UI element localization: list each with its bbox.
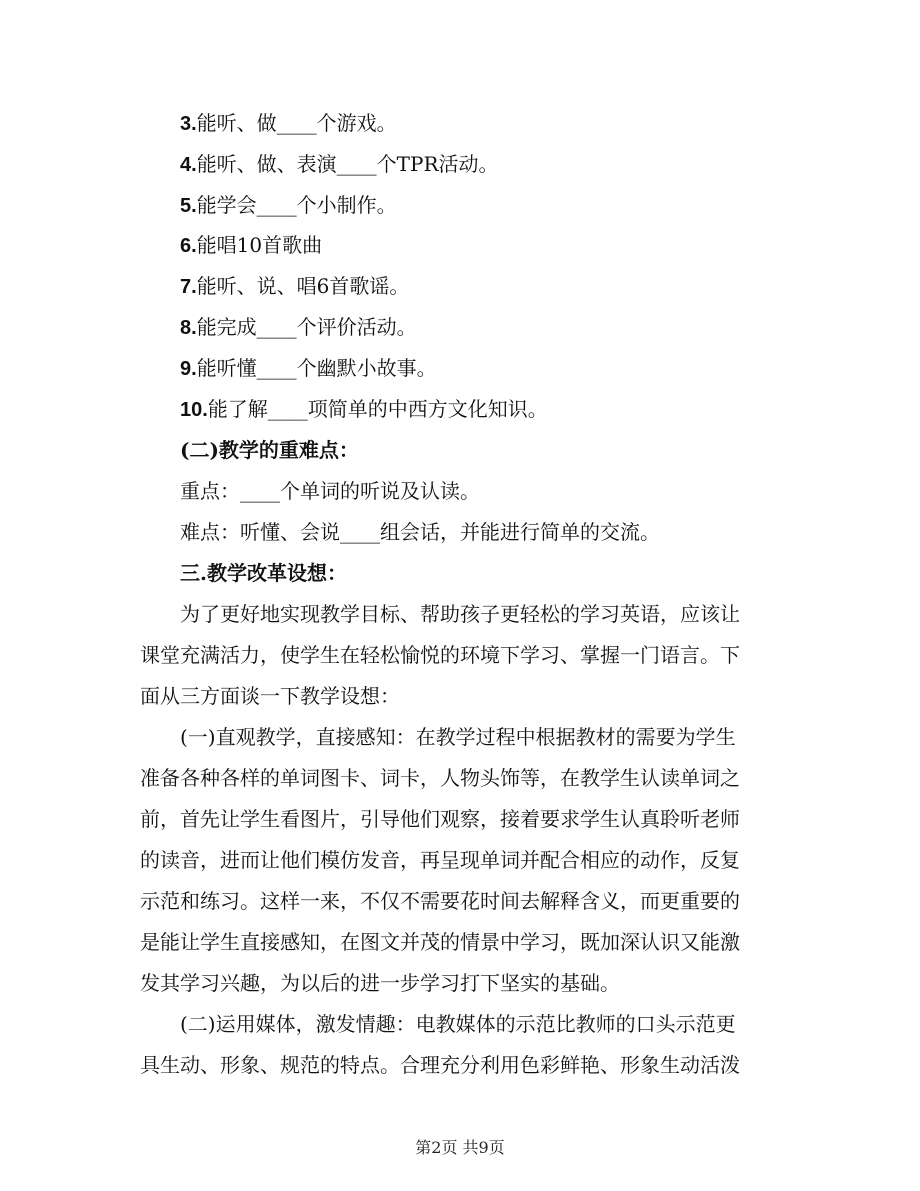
list-number: 3. bbox=[180, 113, 197, 135]
section-heading-reform: 三.教学改革设想： bbox=[180, 561, 347, 585]
paragraph-line: 课堂充满活力，使学生在轻松愉悦的环境下学习、掌握一门语言。下 bbox=[140, 643, 740, 667]
list-text: 能了解____项简单的中西方文化知识。 bbox=[207, 397, 548, 421]
paragraph-line: 前，首先让学生看图片，引导他们观察，接着要求学生认真聆听老师 bbox=[140, 807, 740, 831]
list-text: 能完成____个评价活动。 bbox=[196, 315, 417, 339]
list-number: 6. bbox=[180, 235, 197, 257]
page-number-footer: 第2页 共9页 bbox=[415, 1138, 505, 1157]
paragraph-line: 示范和练习。这样一来，不仅不需要花时间去解释含义，而更重要的 bbox=[140, 889, 740, 913]
list-item bbox=[180, 191, 397, 220]
difficult-point-text: 难点：听懂、会说____组会话，并能进行简单的交流。 bbox=[180, 520, 660, 544]
paragraph-line: 发其学习兴趣，为以后的进一步学习打下坚实的基础。 bbox=[140, 971, 620, 995]
paragraph-line: (一)直观教学，直接感知：在教学过程中根据教材的需要为学生 bbox=[180, 725, 736, 749]
list-text: 能听、说、唱6首歌谣。 bbox=[196, 274, 410, 298]
list-item bbox=[180, 313, 417, 342]
paragraph-line: 具生动、形象、规范的特点。合理充分利用色彩鲜艳、形象生动活泼 bbox=[140, 1053, 740, 1077]
list-number: 9. bbox=[180, 358, 197, 380]
list-text: 能学会____个小制作。 bbox=[196, 193, 397, 217]
list-item bbox=[180, 231, 322, 260]
list-item bbox=[180, 272, 409, 301]
list-item bbox=[180, 354, 437, 383]
paragraph-line: 的读音，进而让他们模仿发音，再呈现单词并配合相应的动作，反复 bbox=[140, 848, 740, 872]
list-number: 5. bbox=[180, 195, 197, 217]
paragraph-line: 准备各种各样的单词图卡、词卡，人物头饰等，在教学生认读单词之 bbox=[140, 766, 740, 790]
list-text: 能听、做、表演____个TPR活动。 bbox=[196, 152, 499, 176]
list-number: 7. bbox=[180, 276, 197, 298]
section-heading-key-points: (二)教学的重难点： bbox=[180, 438, 359, 462]
list-item bbox=[180, 150, 499, 179]
paragraph-line: (二)运用媒体，激发情趣：电教媒体的示范比教师的口头示范更 bbox=[180, 1012, 736, 1036]
paragraph-line: 是能让学生直接感知，在图文并茂的情景中学习，既加深认识又能激 bbox=[140, 930, 740, 954]
key-point-text: 重点：____个单词的听说及认读。 bbox=[180, 479, 480, 503]
list-item bbox=[180, 109, 397, 138]
list-text: 能唱10首歌曲 bbox=[196, 233, 323, 257]
list-item bbox=[180, 395, 548, 424]
list-number: 4. bbox=[180, 154, 197, 176]
paragraph-line: 为了更好地实现教学目标、帮助孩子更轻松的学习英语，应该让 bbox=[180, 602, 740, 626]
list-number: 8. bbox=[180, 317, 197, 339]
list-text: 能听懂____个幽默小故事。 bbox=[196, 356, 437, 380]
paragraph-line: 面从三方面谈一下教学设想： bbox=[140, 684, 400, 708]
list-number: 10. bbox=[180, 399, 208, 421]
list-text: 能听、做____个游戏。 bbox=[196, 111, 397, 135]
